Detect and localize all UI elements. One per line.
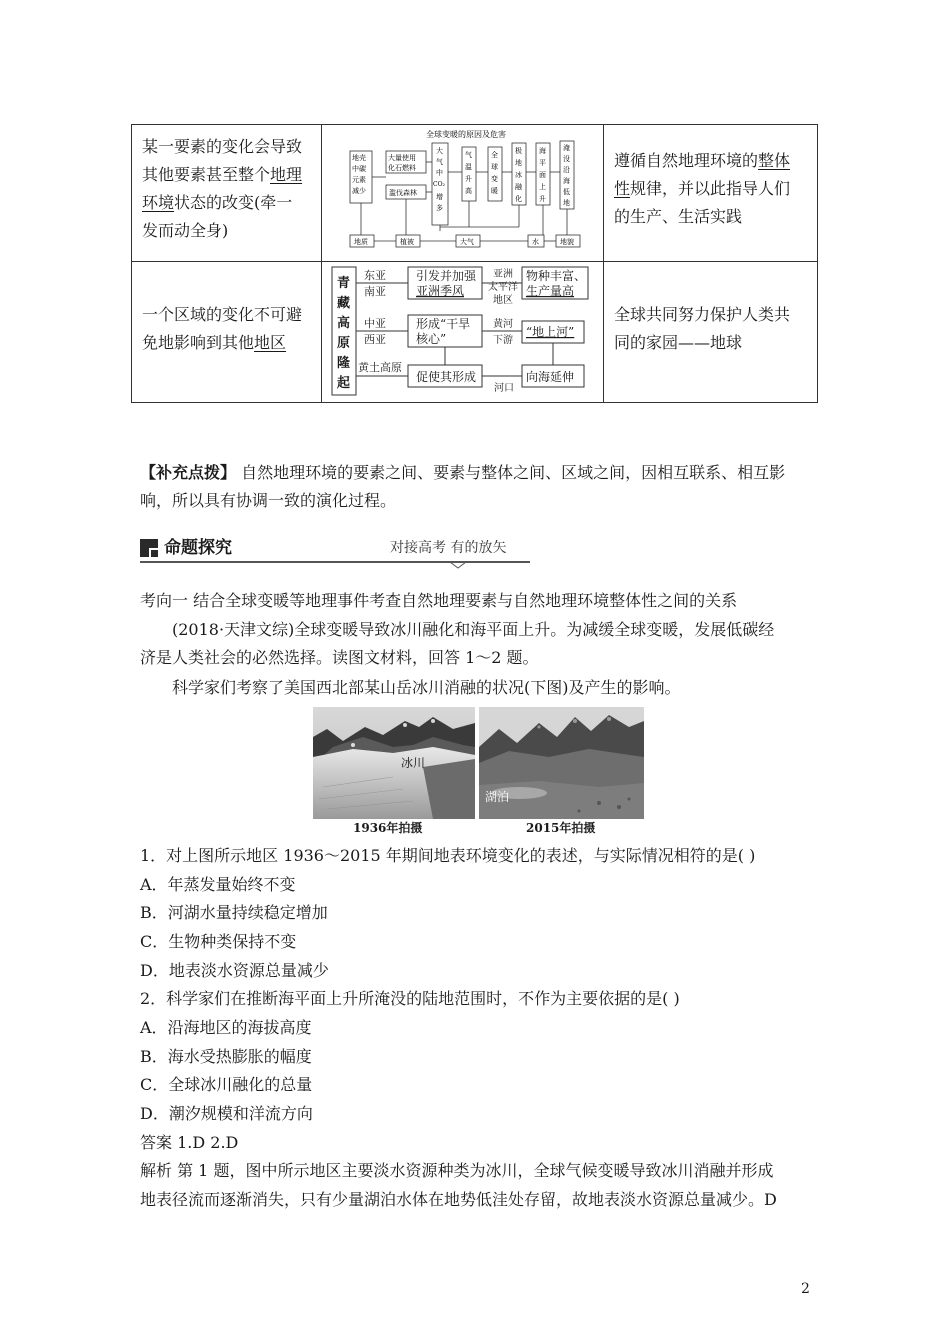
svg-text:海: 海	[563, 177, 570, 185]
question-1: 1．对上图所示地区 1936～2015 年期间地表环境变化的表述，与实际情况相符的是( )	[140, 846, 756, 865]
svg-text:上: 上	[539, 183, 546, 191]
q2-option-d: D．潮汐规模和洋流方向	[140, 1104, 313, 1123]
page-number: 2	[801, 1281, 810, 1297]
svg-text:没: 没	[563, 155, 570, 163]
svg-text:地: 地	[515, 159, 522, 167]
text-line: 环境状态的改变(牵一	[142, 193, 293, 212]
svg-text:气: 气	[436, 158, 443, 166]
cell-text	[142, 301, 314, 357]
diagram-flood	[563, 143, 570, 207]
svg-text:原: 原	[337, 336, 351, 351]
label-lake: 湖泊	[485, 790, 510, 804]
svg-text:东亚: 东亚	[364, 269, 386, 282]
svg-text:沿: 沿	[563, 166, 570, 174]
q2-option-b: B．海水受热膨胀的幅度	[140, 1047, 312, 1066]
svg-text:化石燃料: 化石燃料	[388, 164, 416, 172]
tip-label: 【补充点拨】	[140, 463, 237, 482]
svg-text:促使其形成: 促使其形成	[416, 370, 477, 384]
table-cell	[322, 261, 604, 402]
svg-text:大气: 大气	[460, 238, 474, 246]
diagram-temp	[465, 150, 472, 195]
question-2: 2．科学家们在推断海平面上升所淹没的陆地范围时，不作为主要依据的是( )	[140, 989, 680, 1008]
caption-1936: 1936年拍摄	[353, 821, 423, 835]
svg-text:黄河: 黄河	[493, 319, 513, 330]
label-glacier: 冰川	[401, 756, 426, 770]
diagram-forest: 滥伐森林	[389, 189, 417, 197]
cell-text	[614, 301, 809, 357]
svg-text:冰: 冰	[515, 171, 522, 179]
svg-text:物种丰富、: 物种丰富、	[526, 269, 587, 283]
section-title: 命题探究	[164, 538, 232, 558]
svg-text:植被: 植被	[400, 238, 414, 246]
svg-text:元素: 元素	[352, 176, 366, 184]
diagram-col1	[352, 153, 366, 195]
svg-text:核心”: 核心”	[416, 332, 447, 346]
svg-text:黄土高原: 黄土高原	[358, 361, 402, 374]
svg-text:大: 大	[436, 147, 443, 155]
section-subtitle: 对接高考 有的放矢	[390, 540, 507, 556]
svg-text:面: 面	[539, 171, 546, 179]
cell-text	[142, 133, 314, 245]
q2-option-a: A．沿海地区的海拔高度	[140, 1018, 312, 1037]
svg-text:海: 海	[539, 147, 546, 155]
svg-text:青: 青	[337, 276, 351, 291]
intro-line-3: 科学家们考察了美国西北部某山岳冰川消融的状况(下图)及产生的影响。	[172, 678, 681, 697]
text-line: 发而动全身)	[142, 221, 229, 240]
section-header	[140, 534, 804, 566]
svg-text:CO₂: CO₂	[433, 181, 445, 188]
svg-text:淹: 淹	[563, 144, 570, 152]
svg-text:引发并加强: 引发并加强	[416, 269, 477, 283]
svg-text:地貌: 地貌	[560, 238, 574, 246]
table-cell	[604, 125, 817, 261]
diagram-fuel	[388, 153, 416, 172]
svg-text:低: 低	[563, 188, 570, 196]
intro-line-2: 济是人类社会的必然选择。读图文材料，回答 1～2 题。	[140, 648, 539, 667]
table-cell	[132, 261, 322, 402]
svg-text:生产量高: 生产量高	[526, 284, 575, 298]
intro-line-1: (2018·天津文综)全球变暖导致冰川融化和海平面上升。为减缓全球变暖，发展低碳经	[172, 620, 775, 639]
glacier-photos	[313, 707, 644, 837]
diagram-sea	[539, 146, 546, 203]
svg-text:下游: 下游	[493, 335, 513, 346]
tibet-plateau-diagram	[328, 263, 598, 399]
text-line: 某一要素的变化会导致	[142, 137, 303, 156]
text-line: 遵循自然地理环境的整体	[614, 151, 791, 170]
svg-text:河口: 河口	[494, 383, 514, 394]
cell-text	[614, 147, 809, 231]
svg-text:变: 变	[491, 175, 498, 183]
analysis-line-1: 解析 第 1 题，图中所示地区主要淡水资源种类为冰川，全球气候变暖导致冰川消融并形成	[140, 1161, 774, 1180]
section-notch-icon	[450, 561, 466, 569]
svg-text:中碳: 中碳	[352, 165, 366, 173]
svg-text:南亚: 南亚	[364, 285, 386, 298]
svg-text:升: 升	[539, 195, 546, 203]
svg-text:化: 化	[515, 195, 522, 203]
svg-text:西亚: 西亚	[364, 333, 386, 346]
q1-option-c: C．生物种类保持不变	[140, 932, 297, 951]
q1-option-b: B．河湖水量持续稳定增加	[140, 903, 328, 922]
svg-text:水: 水	[532, 238, 539, 246]
table-row	[132, 261, 817, 402]
exam-direction: 考向一 结合全球变暖等地理事件考查自然地理要素与自然地理环境整体性之间的关系	[140, 591, 738, 610]
diagram-title: 全球变暖的原因及危害	[426, 130, 506, 139]
diagram2-row1	[364, 267, 588, 306]
tip-line-2: 响，所以具有协调一致的演化过程。	[140, 491, 397, 510]
text-line: 的生产、生活实践	[614, 207, 743, 226]
svg-text:气: 气	[465, 151, 472, 159]
svg-text:中: 中	[436, 169, 443, 177]
diagram2-row3	[358, 360, 584, 394]
svg-text:大量使用: 大量使用	[388, 154, 416, 162]
diagram-ice	[515, 146, 523, 203]
svg-text:地区: 地区	[493, 295, 513, 306]
svg-text:球: 球	[491, 163, 498, 171]
diagram-co2	[433, 146, 446, 212]
svg-text:地: 地	[563, 199, 570, 207]
table-row	[132, 125, 817, 262]
svg-text:极: 极	[515, 147, 522, 155]
text-line: 全球共同努力保护人类共	[614, 305, 791, 324]
svg-text:亚洲: 亚洲	[493, 269, 513, 280]
global-warming-diagram	[328, 127, 598, 259]
tip-text: 自然地理环境的要素之间、要素与整体之间、区域之间，因相互联系、相互影	[241, 463, 786, 482]
q1-option-a: A．年蒸发量始终不变	[140, 875, 296, 894]
table-cell	[604, 261, 817, 402]
svg-text:“地上河”: “地上河”	[526, 325, 575, 339]
text-line: 同的家园——地球	[614, 333, 743, 352]
svg-text:地壳: 地壳	[352, 154, 366, 162]
q1-option-d: D．地表淡水资源总量减少	[140, 961, 329, 980]
svg-text:向海延伸: 向海延伸	[526, 370, 575, 384]
svg-text:暖: 暖	[491, 187, 498, 195]
svg-text:高: 高	[465, 187, 472, 195]
svg-text:中亚: 中亚	[364, 317, 386, 330]
photo-1936	[313, 707, 475, 819]
svg-text:形成“干旱: 形成“干旱	[416, 317, 471, 331]
svg-text:隆: 隆	[337, 356, 351, 371]
tip-line-1	[140, 459, 785, 487]
svg-text:减少: 减少	[352, 187, 366, 195]
svg-text:太平洋: 太平洋	[488, 282, 518, 293]
summary-table	[131, 124, 818, 403]
svg-text:起: 起	[337, 376, 351, 391]
section-divider	[140, 561, 530, 563]
svg-text:多: 多	[436, 204, 443, 212]
svg-text:增: 增	[436, 193, 443, 201]
svg-text:温: 温	[465, 163, 472, 171]
svg-text:藏: 藏	[337, 296, 351, 311]
text-line: 免地影响到其他地区	[142, 333, 287, 352]
svg-text:全: 全	[491, 151, 498, 159]
q2-option-c: C．全球冰川融化的总量	[140, 1075, 313, 1094]
table-cell	[322, 125, 604, 261]
analysis-line-2: 地表径流而逐渐消失，只有少量湖泊水体在地势低洼处存留，故地表淡水资源总量减少。D	[140, 1190, 777, 1209]
svg-text:地质: 地质	[354, 238, 368, 246]
svg-text:平: 平	[539, 159, 546, 167]
answer: 答案 1.D 2.D	[140, 1133, 239, 1152]
svg-text:升: 升	[465, 175, 472, 183]
text-line: 一个区域的变化不可避	[142, 305, 303, 324]
text-line: 其他要素甚至整个地理	[142, 165, 303, 184]
table-cell	[132, 125, 322, 261]
svg-text:高: 高	[337, 316, 351, 331]
photo-2015	[479, 707, 644, 819]
svg-text:融: 融	[515, 183, 522, 191]
diagram2-left	[337, 275, 350, 391]
caption-2015: 2015年拍摄	[526, 821, 596, 835]
text-line: 性规律，并以此指导人们	[614, 179, 791, 198]
svg-text:亚洲季风: 亚洲季风	[416, 284, 465, 298]
diagram-warm	[491, 150, 498, 195]
